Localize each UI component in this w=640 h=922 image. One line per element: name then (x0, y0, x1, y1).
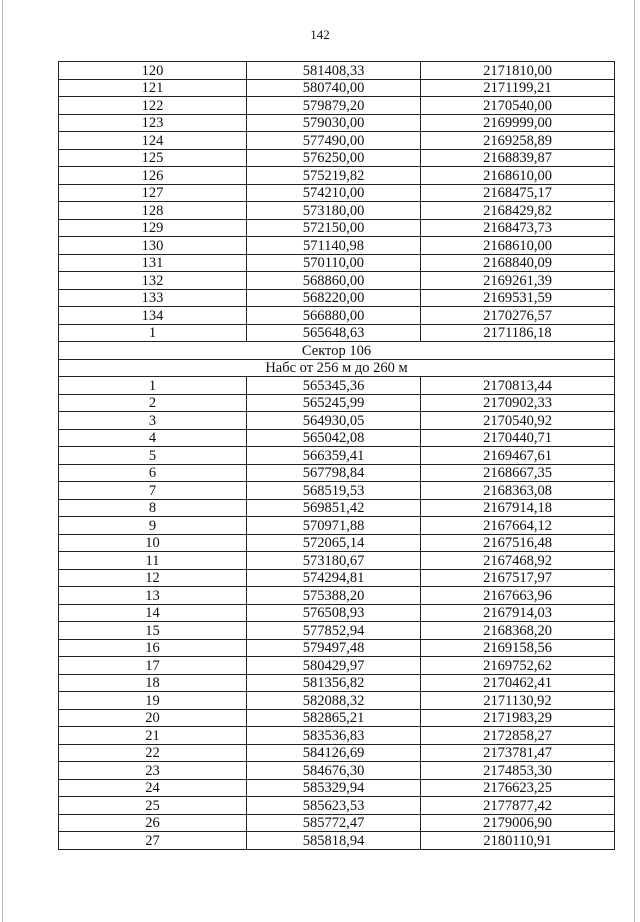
point-number: 12 (59, 569, 247, 587)
point-number: 2 (59, 394, 247, 412)
point-number: 25 (59, 797, 247, 815)
table-row (59, 639, 615, 657)
table-row (59, 79, 615, 97)
table-row (59, 254, 615, 272)
x-coordinate: 582088,32 (247, 692, 421, 710)
x-coordinate: 584676,30 (247, 762, 421, 780)
y-coordinate: 2168610,00 (421, 167, 615, 185)
x-coordinate: 572150,00 (247, 219, 421, 237)
sector-title: Сектор 106 (59, 342, 615, 360)
x-coordinate: 569851,42 (247, 499, 421, 517)
section-heading-row (59, 359, 615, 377)
table-row (59, 272, 615, 290)
point-number: 7 (59, 482, 247, 500)
point-number: 129 (59, 219, 247, 237)
y-coordinate: 2170276,57 (421, 307, 615, 325)
y-coordinate: 2170540,00 (421, 97, 615, 115)
x-coordinate: 585818,94 (247, 832, 421, 850)
y-coordinate: 2172858,27 (421, 727, 615, 745)
x-coordinate: 566359,41 (247, 447, 421, 465)
x-coordinate: 579030,00 (247, 114, 421, 132)
y-coordinate: 2171199,21 (421, 79, 615, 97)
y-coordinate: 2169467,61 (421, 447, 615, 465)
y-coordinate: 2168368,20 (421, 622, 615, 640)
point-number: 6 (59, 464, 247, 482)
y-coordinate: 2171130,92 (421, 692, 615, 710)
table-row (59, 62, 615, 80)
point-number: 128 (59, 202, 247, 220)
x-coordinate: 579879,20 (247, 97, 421, 115)
table-row (59, 237, 615, 255)
x-coordinate: 581356,82 (247, 674, 421, 692)
point-number: 121 (59, 79, 247, 97)
table-row (59, 324, 615, 342)
y-coordinate: 2167468,92 (421, 552, 615, 570)
point-number: 21 (59, 727, 247, 745)
point-number: 22 (59, 744, 247, 762)
y-coordinate: 2167517,97 (421, 569, 615, 587)
table-row (59, 167, 615, 185)
x-coordinate: 576508,93 (247, 604, 421, 622)
y-coordinate: 2169999,00 (421, 114, 615, 132)
x-coordinate: 573180,67 (247, 552, 421, 570)
y-coordinate: 2179006,90 (421, 814, 615, 832)
point-number: 5 (59, 447, 247, 465)
coordinates-table (58, 61, 615, 850)
y-coordinate: 2168610,00 (421, 237, 615, 255)
point-number: 27 (59, 832, 247, 850)
x-coordinate: 579497,48 (247, 639, 421, 657)
point-number: 3 (59, 412, 247, 430)
point-number: 130 (59, 237, 247, 255)
x-coordinate: 565245,99 (247, 394, 421, 412)
table-row (59, 534, 615, 552)
point-number: 131 (59, 254, 247, 272)
y-coordinate: 2168839,87 (421, 149, 615, 167)
y-coordinate: 2170813,44 (421, 377, 615, 395)
y-coordinate: 2171810,00 (421, 62, 615, 80)
y-coordinate: 2171983,29 (421, 709, 615, 727)
table-row (59, 709, 615, 727)
table-row (59, 447, 615, 465)
table-row (59, 202, 615, 220)
point-number: 1 (59, 377, 247, 395)
table-row (59, 114, 615, 132)
scan-edge-right (634, 0, 635, 922)
table-row (59, 482, 615, 500)
y-coordinate: 2169258,89 (421, 132, 615, 150)
table-row (59, 412, 615, 430)
y-coordinate: 2168475,17 (421, 184, 615, 202)
table-row (59, 429, 615, 447)
table-row (59, 464, 615, 482)
y-coordinate: 2167516,48 (421, 534, 615, 552)
y-coordinate: 2167914,03 (421, 604, 615, 622)
table-row (59, 674, 615, 692)
y-coordinate: 2170462,41 (421, 674, 615, 692)
y-coordinate: 2168429,82 (421, 202, 615, 220)
point-number: 10 (59, 534, 247, 552)
point-number: 11 (59, 552, 247, 570)
x-coordinate: 571140,98 (247, 237, 421, 255)
x-coordinate: 565345,36 (247, 377, 421, 395)
point-number: 125 (59, 149, 247, 167)
y-coordinate: 2169158,56 (421, 639, 615, 657)
x-coordinate: 580429,97 (247, 657, 421, 675)
scan-edge-left (2, 0, 3, 922)
table-row (59, 97, 615, 115)
point-number: 122 (59, 97, 247, 115)
y-coordinate: 2167914,18 (421, 499, 615, 517)
table-row (59, 569, 615, 587)
y-coordinate: 2169261,39 (421, 272, 615, 290)
x-coordinate: 577852,94 (247, 622, 421, 640)
x-coordinate: 582865,21 (247, 709, 421, 727)
table-row (59, 587, 615, 605)
point-number: 9 (59, 517, 247, 535)
x-coordinate: 583536,83 (247, 727, 421, 745)
table-row (59, 762, 615, 780)
table-row (59, 814, 615, 832)
point-number: 18 (59, 674, 247, 692)
table-row (59, 184, 615, 202)
table-row (59, 149, 615, 167)
table-row (59, 552, 615, 570)
point-number: 126 (59, 167, 247, 185)
height-range-label: Набс от 256 м до 260 м (59, 359, 615, 377)
x-coordinate: 572065,14 (247, 534, 421, 552)
y-coordinate: 2170540,92 (421, 412, 615, 430)
x-coordinate: 565042,08 (247, 429, 421, 447)
y-coordinate: 2167664,12 (421, 517, 615, 535)
point-number: 8 (59, 499, 247, 517)
point-number: 133 (59, 289, 247, 307)
y-coordinate: 2168667,35 (421, 464, 615, 482)
section-heading-row (59, 342, 615, 360)
y-coordinate: 2176623,25 (421, 779, 615, 797)
x-coordinate: 584126,69 (247, 744, 421, 762)
table-row (59, 377, 615, 395)
x-coordinate: 574294,81 (247, 569, 421, 587)
table-row (59, 132, 615, 150)
point-number: 134 (59, 307, 247, 325)
page-number: 142 (310, 27, 330, 42)
x-coordinate: 564930,05 (247, 412, 421, 430)
point-number: 124 (59, 132, 247, 150)
x-coordinate: 575388,20 (247, 587, 421, 605)
y-coordinate: 2168473,73 (421, 219, 615, 237)
x-coordinate: 565648,63 (247, 324, 421, 342)
y-coordinate: 2173781,47 (421, 744, 615, 762)
x-coordinate: 585772,47 (247, 814, 421, 832)
point-number: 16 (59, 639, 247, 657)
y-coordinate: 2168363,08 (421, 482, 615, 500)
x-coordinate: 568519,53 (247, 482, 421, 500)
point-number: 127 (59, 184, 247, 202)
y-coordinate: 2171186,18 (421, 324, 615, 342)
y-coordinate: 2170902,33 (421, 394, 615, 412)
table-row (59, 604, 615, 622)
coordinates-table-body (59, 62, 615, 850)
y-coordinate: 2167663,96 (421, 587, 615, 605)
table-row (59, 394, 615, 412)
x-coordinate: 581408,33 (247, 62, 421, 80)
x-coordinate: 574210,00 (247, 184, 421, 202)
table-row (59, 692, 615, 710)
table-row (59, 657, 615, 675)
x-coordinate: 573180,00 (247, 202, 421, 220)
table-row (59, 832, 615, 850)
x-coordinate: 570971,88 (247, 517, 421, 535)
y-coordinate: 2174853,30 (421, 762, 615, 780)
table-row (59, 727, 615, 745)
point-number: 1 (59, 324, 247, 342)
table-row (59, 779, 615, 797)
x-coordinate: 568860,00 (247, 272, 421, 290)
point-number: 17 (59, 657, 247, 675)
point-number: 14 (59, 604, 247, 622)
table-row (59, 622, 615, 640)
table-row (59, 797, 615, 815)
x-coordinate: 577490,00 (247, 132, 421, 150)
y-coordinate: 2169752,62 (421, 657, 615, 675)
point-number: 4 (59, 429, 247, 447)
y-coordinate: 2177877,42 (421, 797, 615, 815)
y-coordinate: 2168840,09 (421, 254, 615, 272)
x-coordinate: 568220,00 (247, 289, 421, 307)
point-number: 123 (59, 114, 247, 132)
point-number: 132 (59, 272, 247, 290)
point-number: 26 (59, 814, 247, 832)
x-coordinate: 585329,94 (247, 779, 421, 797)
y-coordinate: 2170440,71 (421, 429, 615, 447)
point-number: 120 (59, 62, 247, 80)
point-number: 20 (59, 709, 247, 727)
x-coordinate: 567798,84 (247, 464, 421, 482)
point-number: 13 (59, 587, 247, 605)
point-number: 15 (59, 622, 247, 640)
table-row (59, 517, 615, 535)
point-number: 19 (59, 692, 247, 710)
y-coordinate: 2169531,59 (421, 289, 615, 307)
x-coordinate: 566880,00 (247, 307, 421, 325)
x-coordinate: 570110,00 (247, 254, 421, 272)
table-row (59, 307, 615, 325)
point-number: 23 (59, 762, 247, 780)
table-row (59, 499, 615, 517)
x-coordinate: 580740,00 (247, 79, 421, 97)
y-coordinate: 2180110,91 (421, 832, 615, 850)
x-coordinate: 575219,82 (247, 167, 421, 185)
x-coordinate: 576250,00 (247, 149, 421, 167)
table-row (59, 744, 615, 762)
x-coordinate: 585623,53 (247, 797, 421, 815)
table-row (59, 219, 615, 237)
point-number: 24 (59, 779, 247, 797)
table-row (59, 289, 615, 307)
